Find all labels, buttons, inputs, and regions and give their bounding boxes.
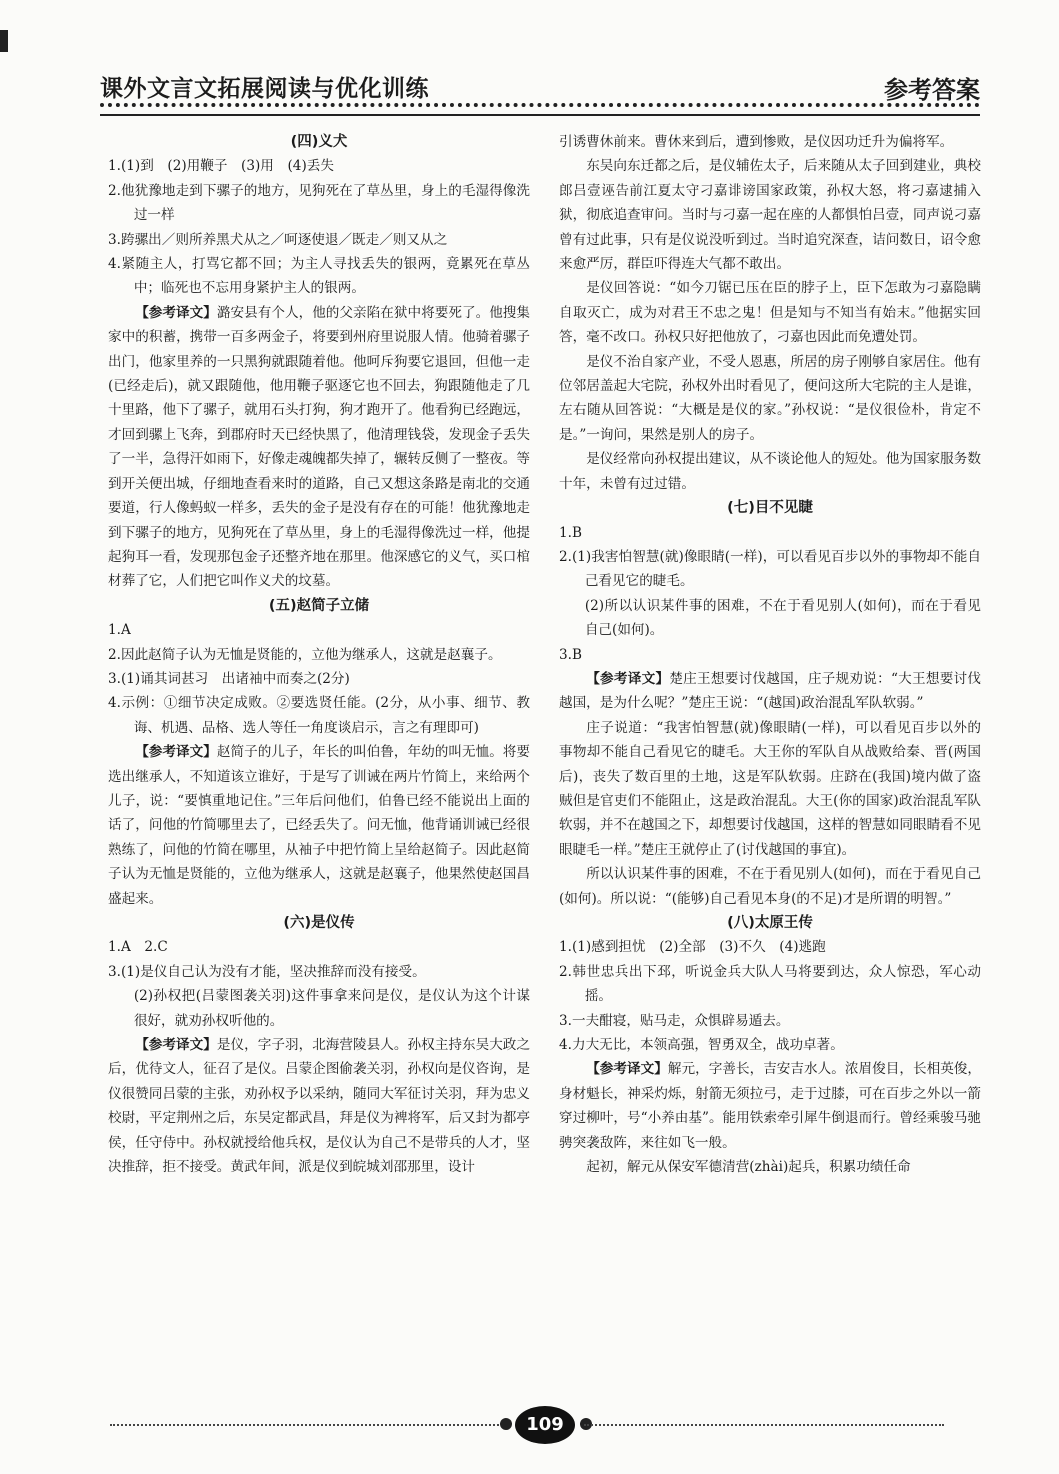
paragraph-text: (四)义犬 <box>290 134 348 150</box>
answer-item <box>108 154 530 178</box>
translation-paragraph <box>559 447 981 496</box>
paragraph-text: 2.因此赵简子认为无恤是贤能的，立他为继承人，这就是赵襄子。 <box>108 646 502 663</box>
answer-item <box>559 935 981 959</box>
paragraph-text: 1.A 2.C <box>108 939 168 956</box>
answer-subitem <box>559 594 981 643</box>
answer-item <box>108 252 530 301</box>
section-title: 参考答案 <box>884 76 980 104</box>
paragraph-text: 3.(1)是仪自己认为没有才能，坚决推辞而没有接受。 <box>108 963 426 980</box>
book-title: 课外文言文拓展阅读与优化训练 <box>100 76 429 102</box>
left-column <box>108 130 530 1179</box>
paragraph-text: (七)目不见睫 <box>727 500 813 517</box>
paragraph-text: (2)所以认识某件事的困难，不在于看见别人(如何)，而在于看见自己(如何)。 <box>584 597 981 639</box>
answer-item <box>108 960 530 984</box>
right-column <box>559 130 981 1179</box>
translation-paragraph <box>559 667 981 716</box>
paragraph-text: 是仪经常向孙权提出建议，从不谈论他人的短处。他为国家服务数十年，未曾有过过错。 <box>559 451 981 492</box>
section-heading <box>559 496 981 520</box>
answer-subitem <box>108 984 530 1033</box>
page-number: 109 <box>515 1406 575 1444</box>
answer-item <box>108 643 530 667</box>
section-heading <box>108 130 530 154</box>
paragraph-text: (八)太原王传 <box>727 915 813 931</box>
paragraph-text: 1.A <box>108 622 131 639</box>
paragraph-text: 东吴向东迁都之后，是仪辅佐太子，后来随从太子回到建业，典校郎吕壹诬告前江夏太守刁嘉诽谤国家政策，孙权大怒，将刁嘉逮捕入狱，彻底追查审问。当时与刁嘉一起在座的人都惧怕吕壹，同声说刁嘉曾有过此事，只有是仪说没听到过。当时追究深查，诘问数日，诏令愈来愈严厉，群臣吓得连大气都不敢出。 <box>559 158 981 273</box>
answer-item <box>559 960 981 1009</box>
paragraph-text: (六)是仪传 <box>283 915 355 931</box>
paragraph-text: 是仪不治自家产业，不受人恩惠，所居的房子刚够自家居住。他有位邻居盖起大宅院，孙权外出时看见了，便问这所大宅院的主人是谁，左右随从回答说：“大概是是仪的家。”孙权说：“是仪很俭朴，肯定不是。”一询问，果然是别人的房子。 <box>559 353 981 443</box>
answer-item <box>559 521 981 545</box>
answer-item <box>108 667 530 691</box>
paragraph-text: 2.(1)我害怕智慧(就)像眼睛(一样)，可以看见百步以外的事物却不能自己看见它的睫毛。 <box>559 548 981 590</box>
paragraph-text: (五)赵简子立储 <box>268 597 370 614</box>
paragraph-text: 3.B <box>559 646 582 663</box>
answer-item <box>559 545 981 594</box>
answer-item <box>108 691 530 740</box>
translation-paragraph <box>559 350 981 448</box>
paragraph-text: 庄子说道：“我害怕智慧(就)像眼睛(一样)，可以看见百步以外的事物却不能自己看见它的睫毛。大王你的军队自从战败给秦、晋(两国后)，丧失了数百里的土地，这是军队软弱。庄跻在(我国)境内做了盗贼但是官吏们不能阻止，这是政治混乱。大王(你的国家)政治混乱军队软弱，并不在越国之下，却想要讨伐越国，这样的智慧如同眼睛看不见眼睫毛一样。”楚庄王就停止了(讨伐越国的事宜)。 <box>559 719 981 858</box>
paragraph-text: 解元，字善长，吉安吉水人。浓眉俊目，长相英俊，身材魁长，神采灼烁，射箭无须拉弓，走于过膝，可在百步之外以一箭穿过柳叶，号“小养由基”。能用铁索牵引犀牛倒退而行。曾经乘骏马驰骋突袭敌阵，来往如飞一般。 <box>559 1061 982 1151</box>
answer-item <box>108 618 530 642</box>
paragraph-text: 潞安县有个人，他的父亲陷在狱中将要死了。他搜集家中的积蓄，携带一百多两金子，将要到州府里说服人情。他骑着骡子出门，他家里养的一只黑狗就跟随着他。他呵斥狗要它退回，但他一走(已经走后)，就又跟随他，他用鞭子驱逐它也不回去，狗跟随他走了几十里路，他下了骡子，就用石头打狗，狗才跑开了。他看狗已经跑远，才回到骡上飞奔，到郡府时天已经快黑了，他清理钱袋，发现金子丢失了一半，急得汗如雨下，好像走魂魄都失掉了，辗转反侧了一整夜。等到开关便出城，仔细地查看来时的道路，自己又想这条路是南北的交通要道，行人像蚂蚁一样多，丢失的金子是没有存在的可能！他犹豫地走到下骡子的地方，见狗死在了草丛里，身上的毛湿得像洗过一样，他提起狗耳一看，发现那包金子还整齐地在那里。他深感它的义气，买口棺材葬了它，人们把它叫作义犬的坟墓。 <box>108 304 531 590</box>
answer-item <box>559 643 981 667</box>
paragraph-text: 是仪，字子羽，北海营陵县人。孙权主持东吴大政之后，优待文人，征召了是仪。吕蒙企图偷袭关羽，孙权向是仪咨询，是仪很赞同吕蒙的主张，劝孙权予以采纳，随同大军征讨关羽，拜为忠义校尉，平定荆州之后，东吴定都武昌，拜是仪为裨将军，后又封为都亭侯，任守侍中。孙权就授给他兵权，是仪认为自己不是带兵的人才，坚决推辞，拒不接受。黄武年间，派是仪到皖城刘邵那里，设计 <box>108 1037 531 1176</box>
paragraph-text: 1.B <box>559 524 582 541</box>
footer-rule-right <box>584 1424 944 1426</box>
translation-tag: 【参考译文】 <box>135 744 217 761</box>
text-paragraph <box>559 130 981 154</box>
paragraph-text: 3.一夫酣寝，贴马走，众惧辟易遁去。 <box>559 1012 790 1029</box>
translation-tag: 【参考译文】 <box>586 1061 668 1078</box>
translation-paragraph <box>559 154 981 276</box>
paragraph-text: 引诱曹休前来。曹休来到后，遭到惨败，是仪因功迁升为偏将军。 <box>559 134 954 150</box>
section-heading <box>108 594 530 618</box>
footer-dot-left <box>500 1418 512 1430</box>
section-heading <box>559 911 981 935</box>
paragraph-text: 4.力大无比，本领高强，智勇双全，战功卓著。 <box>559 1037 844 1054</box>
translation-paragraph <box>559 276 981 349</box>
section-heading <box>108 911 530 935</box>
answer-item <box>108 935 530 959</box>
page-header <box>100 66 980 106</box>
answer-item <box>108 179 530 228</box>
paragraph-text: 2.他犹豫地走到下骡子的地方，见狗死在了草丛里，身上的毛湿得像洗过一样 <box>108 182 530 224</box>
footer-rule-left <box>110 1424 510 1426</box>
translation-paragraph <box>108 740 530 911</box>
translation-tag: 【参考译文】 <box>135 304 217 321</box>
translation-paragraph <box>559 1057 981 1155</box>
translation-paragraph <box>108 1033 530 1179</box>
answer-item <box>559 1033 981 1057</box>
paragraph-text: 是仪回答说：“如今刀锯已压在臣的脖子上，臣下怎敢为刁嘉隐瞒自取灭亡，成为对君王不忠之鬼！但是知与不知当有始末。”他据实回答，毫不改口。孙权只好把他放了，刁嘉也因此而免遭处罚。 <box>559 280 981 346</box>
paragraph-text: (2)孙权把(吕蒙图袭关羽)这件事拿来问是仪，是仪认为这个计谋很好，就劝孙权听他的。 <box>133 988 530 1029</box>
scan-edge-mark <box>0 30 8 52</box>
paragraph-text: 起初，解元从保安军德清营(zhài)起兵，积累功绩任命 <box>586 1159 911 1176</box>
paragraph-text: 所以认识某件事的困难，不在于看见别人(如何)，而在于看见自己(如何)。所以说：“(能够)自己看见本身(的不足)才是所谓的明智。” <box>559 866 981 907</box>
paragraph-text: 1.(1)到 (2)用鞭子 (3)用 (4)丢失 <box>108 158 334 175</box>
translation-paragraph <box>559 862 981 911</box>
translation-tag: 【参考译文】 <box>135 1037 217 1054</box>
paragraph-text: 楚庄王想要讨伐越国，庄子规劝说：“大王想要讨伐越国，是为什么呢？”楚庄王说：“(越国)政治混乱军队软弱。” <box>559 670 982 712</box>
paragraph-text: 2.韩世忠兵出下邳，听说金兵大队人马将要到达，众人惊恐，军心动摇。 <box>559 963 981 1005</box>
paragraph-text: 4.示例：①细节决定成败。②要选贤任能。(2分，从小事、细节、教诲、机遇、品格、选人等任一角度谈启示，言之有理即可) <box>108 695 530 736</box>
paragraph-text: 3.(1)诵其词甚习 出诸袖中而奏之(2分) <box>108 670 350 687</box>
paragraph-text: 3.跨骡出／则所养黑犬从之／呵逐使退／既走／则又从之 <box>108 231 448 248</box>
header-dotted-rule <box>100 103 980 107</box>
translation-paragraph <box>559 716 981 862</box>
answer-item <box>108 228 530 252</box>
translation-paragraph <box>559 1155 981 1179</box>
paragraph-text: 赵简子的儿子，年长的叫伯鲁，年幼的叫无恤。将要选出继承人，不知道该立谁好，于是写了训诫在两片竹简上，来给两个儿子，说：“要慎重地记住。”三年后问他们，伯鲁已经不能说出上面的话了，问他的竹简哪里去了，已经丢失了。问无恤，他背诵训诫已经很熟练了，问他的竹简在哪里，从袖子中把竹简上呈给赵简子。因此赵简子认为无恤是贤能的，立他为继承人，这就是赵襄子，他果然使赵国昌盛起来。 <box>108 744 531 907</box>
header-solid-rule <box>100 114 980 116</box>
paragraph-text: 1.(1)感到担忧 (2)全部 (3)不久 (4)逃跑 <box>559 939 826 956</box>
answer-item <box>559 1009 981 1033</box>
paragraph-text: 4.紧随主人，打骂它都不回；为主人寻找丢失的银两，竟累死在草丛中；临死也不忘用身紧护主人的银两。 <box>108 256 530 297</box>
translation-tag: 【参考译文】 <box>586 670 670 687</box>
translation-paragraph <box>108 301 530 594</box>
